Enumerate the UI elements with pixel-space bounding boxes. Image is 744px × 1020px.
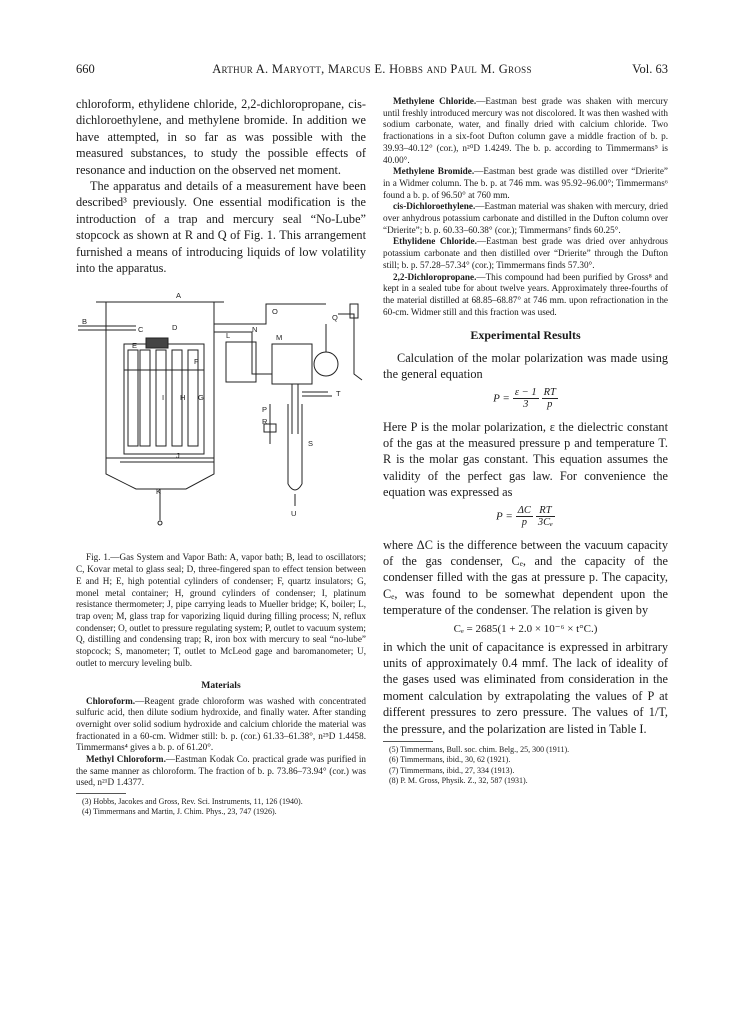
- running-authors: Arthur A. Maryott, Marcus E. Hobbs and Paul M. Gross: [212, 62, 532, 76]
- footnote-6: (6) Timmermans, ibid., 30, 62 (1921).: [389, 755, 511, 765]
- material-ethylidene-chloride: [383, 236, 668, 271]
- material-title: Methyl Chloroform.: [86, 754, 166, 765]
- material-dichloropropane: [383, 272, 668, 319]
- material-methylene-bromide: [383, 166, 668, 201]
- material-title: Methylene Bromide.: [393, 166, 475, 177]
- svg-text:G: G: [198, 393, 204, 403]
- svg-text:K: K: [156, 487, 162, 497]
- left-column: [76, 96, 366, 818]
- figure-caption: Fig. 1.—Gas System and Vapor Bath: A, vapor bath; B, lead to oscillators; C, Kovar metal to glass seal; D, three-fingered span to effect tension between E and H; E, high potential cylinders of condenser; F, quartz insulators; G, monel metal container; H, ground cylinders of condenser; I, platinum resistance thermometer; J, pipe carrying leads to Mueller bridge; K, boiler; L, trap oven; M, glass trap for vaporizing liquid during filling process; N, reflux condenser; O, outlet to pressure regulating system; P, outlet to vacuum system; Q, distilling and condensing trap; R, iron box with mercury to seal “no-lube” stopcock; S, manometer; T, outlet to McLeod gage and baromanometer; U, outlet to mercury leveling bulb.: [76, 552, 366, 668]
- footnote-3: (3) Hobbs, Jacokes and Gross, Rev. Sci. Instruments, 11, 126 (1940).: [82, 797, 303, 807]
- footnote-7: (7) Timmermans, ibid., 27, 334 (1913).: [389, 765, 515, 775]
- right-column: [383, 96, 668, 786]
- apparatus-diagram: [76, 284, 366, 546]
- fraction-numerator: RT: [536, 505, 555, 517]
- material-title: Ethylidene Chloride.: [393, 236, 477, 247]
- svg-text:T: T: [336, 389, 341, 399]
- equation-lhs: P =: [493, 391, 510, 404]
- paragraph-definitions: Here P is the molar polarization, ε the dielectric constant of the gas at the measured pressure p and temperature T. R is the molar gas constant. This equation assumes the validity of the perfect gas law. For convenience the equation was expressed as: [383, 419, 668, 500]
- fraction-denominator: p: [547, 398, 553, 410]
- equation-general: [383, 387, 668, 415]
- material-methyl-chloroform: [76, 754, 366, 789]
- figure-1-apparatus: [76, 284, 366, 546]
- footnote-rule: [383, 741, 433, 742]
- fraction-numerator: ΔC: [517, 504, 531, 516]
- equation-capacity: Cₑ = 2685(1 + 2.0 × 10⁻⁶ × t°C.): [453, 622, 598, 635]
- equation-fraction: [513, 387, 539, 410]
- volume-number: Vol. 63: [632, 62, 668, 76]
- fraction-denominator: 3Cₑ: [537, 516, 553, 528]
- page-number: 660: [76, 62, 95, 76]
- fraction-denominator: p: [521, 516, 527, 528]
- material-methylene-chloride: [383, 96, 668, 166]
- paragraph-apparatus: The apparatus and details of a measurement have been described³ previously. One essential modification is the introduction of a trap and mercury seal “No-Lube” stopcock as shown at R and Q of Fig. 1. This arrangement furnished a means of introducing liquids of low volatility into the apparatus.: [76, 179, 366, 276]
- material-title: Chloroform.: [86, 695, 136, 706]
- material-text: —Eastman best grade was dried over anhydrous potassium carbonate and then distilled over “Drierite” through the Dufton still; b. p. 57.28–57.34° (cor.); Timmermans finds 57.30°.: [383, 236, 668, 270]
- paragraph-calculation: Calculation of the molar polarization was made using the general equation: [383, 350, 668, 382]
- footnote-8: (8) P. M. Gross, Physik. Z., 32, 587 (1931).: [389, 775, 528, 785]
- material-text: —This compound had been purified by Gross⁸ and kept in a sealed tube for about twelve years. Approximately three-fourths of the material distilled at 68.85–68.87° at 746 mm. upon refractionation in the 60-cm. Widmer still and this fraction was used.: [383, 271, 668, 317]
- svg-text:S: S: [308, 439, 314, 449]
- fraction-denominator: 3: [523, 398, 529, 410]
- svg-text:R: R: [262, 417, 268, 427]
- running-header: [76, 62, 668, 80]
- material-text: —Reagent grade chloroform was washed with concentrated sulfuric acid, then dilute sodium hydroxide, and finally water. After standing overnight over solid sodium hydroxide and calcium chloride the material was fractionated in a 60-cm. Widmer still: b. p. (cor.) 61.33–61.38°, n²⁵D 1.4458. Timmermans⁴ gives a b. p. of 61.20°.: [76, 695, 366, 753]
- svg-text:M: M: [276, 333, 283, 343]
- svg-text:I: I: [162, 393, 165, 403]
- material-text: —Eastman Kodak Co. practical grade was purified in the same manner as chloroform. The fraction of b. p. 73.86–73.94° (cor.) was used, n²¹D 1.4377.: [76, 754, 366, 788]
- equation-fraction: [536, 505, 555, 528]
- svg-text:H: H: [180, 393, 186, 403]
- footnote-rule: [76, 793, 126, 794]
- fraction-numerator: RT: [543, 386, 556, 398]
- footnote-5: (5) Timmermans, Bull. soc. chim. Belg., 25, 300 (1911).: [389, 745, 570, 755]
- equation-lhs: P =: [496, 509, 513, 522]
- equation-fraction: [516, 505, 533, 528]
- svg-text:B: B: [82, 317, 88, 327]
- material-text: —Eastman material was shaken with mercury, dried over anhydrous potassium carbonate and distilled in the Dufton column over “Drierite”; b. p. 60.33–60.38° (cor.); Timmermans⁷ finds 60.25°.: [383, 201, 668, 235]
- paragraph-intro: chloroform, ethylidene chloride, 2,2-dichloropropane, cis-dichloroethylene, and methylene bromide. In addition we have attempted, in so far as was possible with the measured substances, to study the possible effects of resonance and induction on the observed net moment.: [76, 97, 366, 177]
- results-heading: Experimental Results: [470, 328, 581, 343]
- equation-fraction: [542, 387, 558, 410]
- material-text: —Eastman best grade was shaken with mercury until freshly introduced mercury was not discolored. It was then washed with sodium carbonate, water, and finally dried with calcium chloride. Two fractionations in a six-foot Dufton column gave a middle fraction of b. p. 39.93–40.12° (cor.), n²⁰D 1.4249. The b. p. according to Timmermans⁵ is 40.00°.: [383, 96, 668, 165]
- material-title: 2,2-Dichloropropane.: [393, 271, 477, 282]
- material-chloroform: [76, 696, 366, 755]
- svg-text:L: L: [226, 331, 231, 341]
- paragraph-extrapolation: in which the unit of capacitance is expressed in arbitrary units of approximately 0.4 mmf. The lack of ideality of the gases used was eliminated from consideration in the moment calculation by extrapolating the values of P at different pressures to zero pressure. The values of 1/T, the pressure, and the polarization are listed in Table I.: [383, 639, 668, 736]
- svg-text:Q: Q: [332, 313, 338, 323]
- svg-text:P: P: [262, 405, 268, 415]
- footnote-4: (4) Timmermans and Martin, J. Chim. Phys., 23, 747 (1926).: [82, 807, 277, 817]
- equation-expressed: [383, 505, 668, 533]
- svg-text:F: F: [194, 357, 199, 367]
- svg-text:O: O: [272, 307, 278, 317]
- svg-text:J: J: [176, 451, 180, 461]
- svg-text:C: C: [138, 325, 144, 335]
- svg-text:A: A: [176, 291, 182, 301]
- svg-text:E: E: [132, 341, 138, 351]
- material-title: Methylene Chloride.: [393, 96, 477, 106]
- svg-text:D: D: [172, 323, 178, 333]
- material-title: cis-Dichloroethylene.: [393, 201, 476, 212]
- fraction-numerator: ε − 1: [514, 386, 537, 398]
- materials-heading: Materials: [201, 679, 241, 691]
- material-cis-dichloroethylene: [383, 201, 668, 236]
- material-text: —Eastman best grade was distilled over “Drierite” in a Widmer column. The b. p. at 746 mm. was 95.92–96.00°; Timmermans⁶ found a b. p. of 96.50° at 760 mm.: [383, 166, 668, 200]
- svg-text:N: N: [252, 325, 258, 335]
- paragraph-capacity: where ΔC is the difference between the vacuum capacity of the gas condenser, Cₑ, and the capacity of the condenser filled with the gas at pressure p. The capacity, Cₑ, was found to be somewhat dependent upon the temperature of the condenser. The relation is given by: [383, 537, 668, 618]
- svg-text:U: U: [291, 509, 297, 519]
